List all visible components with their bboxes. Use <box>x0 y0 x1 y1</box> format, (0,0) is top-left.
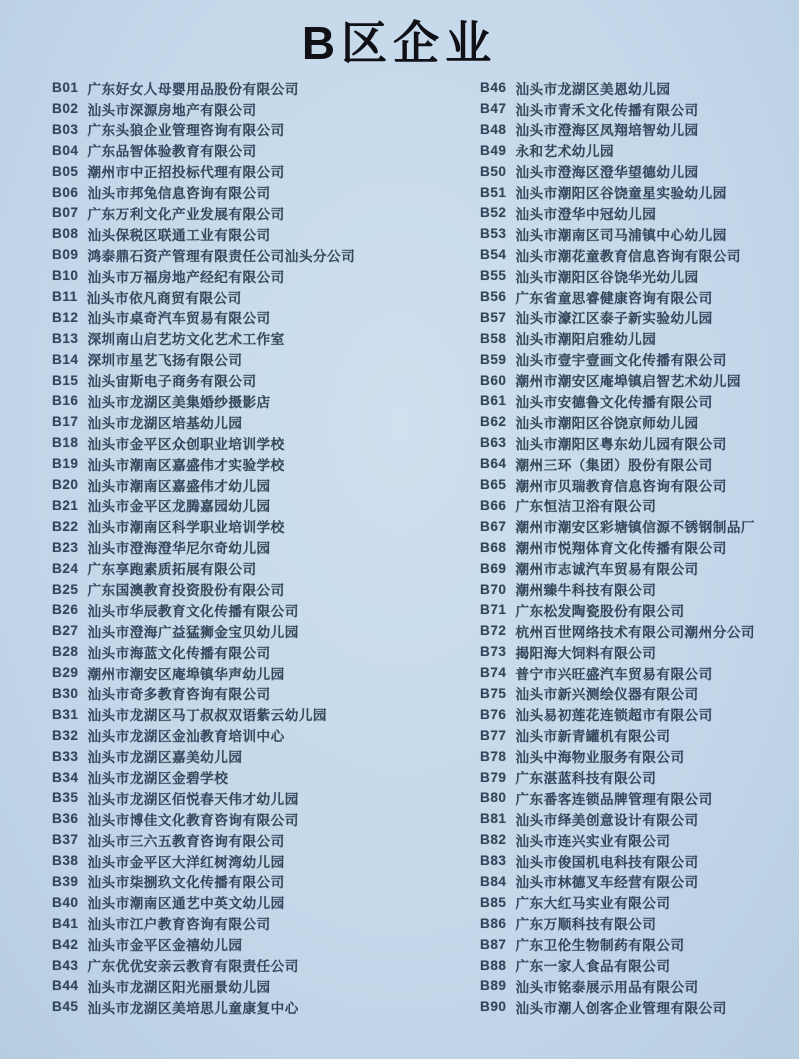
item-id: B06 <box>52 184 79 200</box>
item-id: B83 <box>480 853 507 869</box>
list-item <box>52 140 480 161</box>
item-id: B02 <box>52 101 79 117</box>
item-id: B53 <box>480 226 507 242</box>
item-id: B08 <box>52 226 79 242</box>
list-item <box>480 244 799 265</box>
item-name: 汕头市潮南区嘉盛伟才实验学校 <box>87 457 285 473</box>
item-name: 广东万利文化产业发展有限公司 <box>87 206 285 222</box>
list-item <box>480 829 799 850</box>
item-id: B37 <box>52 832 79 848</box>
list-item <box>52 829 480 850</box>
item-name: 汕头保税区联通工业有限公司 <box>87 227 271 243</box>
list-item <box>52 767 480 788</box>
item-id: B07 <box>52 205 79 221</box>
list-item <box>480 641 799 662</box>
item-id: B05 <box>52 163 79 179</box>
list-item <box>480 808 799 829</box>
list-item <box>480 599 799 620</box>
list-item <box>52 77 480 98</box>
list-item <box>480 787 799 808</box>
item-name: 汕头市青禾文化传播有限公司 <box>515 102 699 118</box>
item-name: 广东湛蓝科技有限公司 <box>515 771 657 787</box>
item-name: 汕头市潮南区司马浦镇中心幼儿园 <box>515 227 727 243</box>
list-item <box>52 203 480 224</box>
item-name: 汕头市依凡商贸有限公司 <box>86 290 242 306</box>
list-item <box>52 537 480 558</box>
item-id: B69 <box>480 560 507 576</box>
list-item <box>52 223 480 244</box>
item-id: B57 <box>480 309 507 325</box>
item-name: 揭阳海大饲料有限公司 <box>515 645 657 661</box>
item-id: B23 <box>52 539 79 555</box>
item-name: 广东一家人食品有限公司 <box>515 959 671 975</box>
item-name: 汕头市潮阳区谷饶童星实验幼儿园 <box>515 186 727 202</box>
list-item <box>480 725 799 746</box>
item-id: B10 <box>52 268 79 284</box>
item-name: 汕头市奇多教育咨询有限公司 <box>87 687 271 703</box>
list-item <box>52 704 480 725</box>
item-name: 广东享跑素质拓展有限公司 <box>87 562 257 578</box>
item-id: B50 <box>480 163 507 179</box>
item-name: 汕头市龙湖区美培思儿童康复中心 <box>87 1000 299 1016</box>
list-item <box>480 411 799 432</box>
item-name: 汕头市邦兔信息咨询有限公司 <box>87 186 271 202</box>
item-name: 汕头市万福房地产经纪有限公司 <box>87 269 285 285</box>
item-id: B42 <box>52 936 79 952</box>
item-id: B18 <box>52 435 79 451</box>
item-name: 汕头市龙湖区金汕教育培训中心 <box>87 729 285 745</box>
list-item <box>52 683 480 704</box>
item-id: B04 <box>52 142 79 158</box>
list-item <box>52 558 480 579</box>
item-name: 潮州市潮安区庵埠镇华声幼儿园 <box>87 666 285 682</box>
item-id: B19 <box>52 456 79 472</box>
item-name: 汕头市龙湖区美恩幼儿园 <box>515 81 671 97</box>
list-item <box>52 579 480 600</box>
item-id: B44 <box>52 978 79 994</box>
item-id: B66 <box>480 497 507 513</box>
item-id: B25 <box>52 581 79 597</box>
item-id: B47 <box>480 101 507 117</box>
list-item <box>480 432 799 453</box>
item-id: B56 <box>480 289 507 305</box>
item-name: 广东松发陶瓷股份有限公司 <box>515 603 685 619</box>
item-id: B38 <box>52 853 79 869</box>
item-name: 汕头市澄海澄华尼尔奇幼儿园 <box>87 541 271 557</box>
item-name: 汕头市新兴测绘仪器有限公司 <box>515 687 699 703</box>
item-name: 汕头市龙湖区嘉美幼儿园 <box>87 750 243 766</box>
item-name: 汕头市新青罐机有限公司 <box>515 729 671 745</box>
item-name: 汕头中海物业服务有限公司 <box>515 750 685 766</box>
item-id: B71 <box>480 602 507 618</box>
item-id: B40 <box>52 894 79 910</box>
item-name: 汕头市潮阳启雅幼儿园 <box>515 332 657 348</box>
item-id: B27 <box>52 623 79 639</box>
item-name: 汕头市金平区众创职业培训学校 <box>87 436 285 452</box>
list-item <box>52 349 480 370</box>
item-id: B73 <box>480 644 507 660</box>
item-id: B09 <box>52 247 79 263</box>
item-name: 汕头市澄海区凤翔培智幼儿园 <box>515 123 699 139</box>
item-name: 永和艺术幼儿园 <box>515 144 615 160</box>
item-name: 汕头市华辰教育文化传播有限公司 <box>87 603 299 619</box>
item-id: B78 <box>480 748 507 764</box>
item-name: 汕头市绎美创意设计有限公司 <box>515 812 699 828</box>
list-item <box>52 161 480 182</box>
item-name: 广东品智体验教育有限公司 <box>87 144 257 160</box>
item-id: B33 <box>52 748 79 764</box>
list-item <box>52 453 480 474</box>
list-item <box>480 203 799 224</box>
list-item <box>52 307 480 328</box>
list-item <box>480 537 799 558</box>
item-id: B72 <box>480 623 507 639</box>
list-item <box>52 746 480 767</box>
list-item <box>52 996 480 1017</box>
item-name: 汕头市柒捌玖文化传播有限公司 <box>87 875 285 891</box>
item-id: B22 <box>52 518 79 534</box>
list-item <box>52 98 480 119</box>
list-item <box>480 140 799 161</box>
list-item <box>480 579 799 600</box>
list-item <box>480 119 799 140</box>
item-id: B16 <box>52 393 79 409</box>
page-title: B区企业 <box>301 17 498 69</box>
item-name: 汕头市海蓝文化传播有限公司 <box>87 645 271 661</box>
list-item <box>52 265 480 286</box>
item-name: 广东万顺科技有限公司 <box>515 917 657 933</box>
item-id: B13 <box>52 330 79 346</box>
item-name: 汕头市潮阳区谷饶京师幼儿园 <box>515 415 699 431</box>
list-item <box>52 182 480 203</box>
item-id: B26 <box>52 602 79 618</box>
item-id: B88 <box>480 957 507 973</box>
item-name: 汕头市俊国机电科技有限公司 <box>515 854 699 870</box>
list-item <box>480 620 799 641</box>
item-name: 汕头市龙湖区美集婚纱摄影店 <box>87 394 271 410</box>
list-item <box>52 411 480 432</box>
list-item <box>480 746 799 767</box>
company-column-left <box>52 77 480 1017</box>
list-item <box>52 328 480 349</box>
company-column-right <box>480 77 799 1017</box>
item-name: 汕头市三六五教育咨询有限公司 <box>87 833 285 849</box>
list-item <box>480 349 799 370</box>
item-name: 汕头市安德鲁文化传播有限公司 <box>515 394 713 410</box>
item-name: 汕头宙斯电子商务有限公司 <box>87 374 257 390</box>
item-name: 潮州市志诚汽车贸易有限公司 <box>515 562 699 578</box>
item-name: 汕头易初莲花连锁超市有限公司 <box>515 708 713 724</box>
list-item <box>52 391 480 412</box>
list-item <box>52 934 480 955</box>
list-item <box>480 391 799 412</box>
item-name: 汕头市龙湖区佰悦春天伟才幼儿园 <box>87 791 299 807</box>
item-id: B87 <box>480 936 507 952</box>
item-name: 杭州百世网络技术有限公司潮州分公司 <box>515 624 756 640</box>
item-id: B52 <box>480 205 507 221</box>
list-item <box>52 808 480 829</box>
item-name: 汕头市铭泰展示用品有限公司 <box>515 979 699 995</box>
list-item <box>480 871 799 892</box>
list-item <box>52 662 480 683</box>
list-item <box>52 725 480 746</box>
list-item <box>480 558 799 579</box>
item-id: B68 <box>480 539 507 555</box>
item-id: B14 <box>52 351 79 367</box>
item-id: B03 <box>52 121 79 137</box>
item-id: B01 <box>52 80 79 96</box>
item-name: 汕头市龙湖区金碧学校 <box>87 771 229 787</box>
item-name: 汕头市连兴实业有限公司 <box>515 833 671 849</box>
item-id: B62 <box>480 414 507 430</box>
item-id: B55 <box>480 268 507 284</box>
list-item <box>480 704 799 725</box>
list-item <box>480 77 799 98</box>
item-id: B65 <box>480 477 507 493</box>
list-item <box>52 474 480 495</box>
item-name: 汕头市桌奇汽车贸易有限公司 <box>87 311 271 327</box>
item-id: B31 <box>52 706 79 722</box>
item-name: 汕头市潮南区嘉盛伟才幼儿园 <box>87 478 271 494</box>
list-item <box>52 119 480 140</box>
list-item <box>480 328 799 349</box>
item-name: 深圳南山启艺坊文化艺术工作室 <box>87 332 285 348</box>
item-id: B74 <box>480 665 507 681</box>
item-name: 汕头市潮南区通艺中英文幼儿园 <box>87 896 285 912</box>
item-name: 汕头市澄海广益猛狮金宝贝幼儿园 <box>87 624 299 640</box>
list-item <box>52 286 480 307</box>
item-id: B80 <box>480 790 507 806</box>
list-item <box>52 620 480 641</box>
item-id: B15 <box>52 372 79 388</box>
item-id: B75 <box>480 685 507 701</box>
list-item <box>480 975 799 996</box>
item-name: 汕头市博佳文化教育咨询有限公司 <box>87 812 299 828</box>
item-id: B85 <box>480 894 507 910</box>
list-item <box>480 913 799 934</box>
item-name: 深圳市星艺飞扬有限公司 <box>87 353 243 369</box>
list-item <box>52 787 480 808</box>
list-item <box>52 244 480 265</box>
item-name: 汕头市潮阳区谷饶华光幼儿园 <box>515 269 699 285</box>
list-item <box>480 955 799 976</box>
item-id: B51 <box>480 184 507 200</box>
item-name: 汕头市林德叉车经营有限公司 <box>515 875 699 891</box>
item-id: B48 <box>480 121 507 137</box>
item-name: 汕头市龙湖区马丁叔叔双语紫云幼儿园 <box>87 708 328 724</box>
list-item <box>52 955 480 976</box>
list-item <box>52 516 480 537</box>
item-name: 广东大红马实业有限公司 <box>515 896 671 912</box>
list-item <box>480 286 799 307</box>
item-name: 汕头市潮人创客企业管理有限公司 <box>515 1000 727 1016</box>
item-name: 潮州臻牛科技有限公司 <box>515 583 657 598</box>
item-id: B28 <box>52 644 79 660</box>
item-id: B30 <box>52 685 79 701</box>
item-name: 广东国澳教育投资股份有限公司 <box>87 583 285 598</box>
list-item <box>480 850 799 871</box>
item-name: 汕头市壹宇壹画文化传播有限公司 <box>515 353 727 369</box>
item-id: B41 <box>52 915 79 931</box>
item-name: 潮州三环（集团）股份有限公司 <box>515 457 713 473</box>
list-item <box>52 850 480 871</box>
item-id: B21 <box>52 497 79 513</box>
item-name: 潮州市贝瑞教育信息咨询有限公司 <box>515 478 727 494</box>
item-id: B54 <box>480 247 507 263</box>
item-name: 广东省童思睿健康咨询有限公司 <box>515 290 713 306</box>
item-name: 广东卫伦生物制药有限公司 <box>515 938 685 954</box>
list-item <box>52 599 480 620</box>
item-id: B20 <box>52 477 79 493</box>
item-id: B90 <box>480 999 507 1015</box>
item-id: B64 <box>480 456 507 472</box>
item-name: 汕头市金平区大洋红树湾幼儿园 <box>87 854 285 870</box>
item-id: B59 <box>480 351 507 367</box>
item-name: 潮州市潮安区庵埠镇启智艺术幼儿园 <box>515 374 741 390</box>
item-id: B60 <box>480 372 507 388</box>
list-item <box>480 453 799 474</box>
list-item <box>480 495 799 516</box>
item-name: 广东头狼企业管理咨询有限公司 <box>87 123 285 139</box>
item-name: 潮州市潮安区彩塘镇信源不锈钢制品厂 <box>515 520 756 536</box>
item-id: B58 <box>480 330 507 346</box>
list-item <box>480 662 799 683</box>
item-name: 汕头市深源房地产有限公司 <box>87 102 257 118</box>
item-id: B29 <box>52 665 79 681</box>
item-id: B49 <box>480 142 507 158</box>
list-item <box>480 161 799 182</box>
item-id: B46 <box>480 80 507 96</box>
list-item <box>480 683 799 704</box>
item-id: B84 <box>480 873 507 889</box>
list-item <box>480 265 799 286</box>
list-item <box>480 516 799 537</box>
list-item <box>480 996 799 1017</box>
item-id: B63 <box>480 435 507 451</box>
item-id: B81 <box>480 811 507 827</box>
item-id: B12 <box>52 309 79 325</box>
item-id: B67 <box>480 518 507 534</box>
list-item <box>52 975 480 996</box>
item-name: 汕头市潮阳区粤东幼儿园有限公司 <box>515 436 727 452</box>
item-id: B89 <box>480 978 507 994</box>
item-id: B77 <box>480 727 507 743</box>
item-name: 汕头市潮南区科学职业培训学校 <box>87 520 285 536</box>
item-id: B24 <box>52 560 79 576</box>
list-item <box>480 767 799 788</box>
company-list <box>0 71 799 1017</box>
item-id: B11 <box>52 289 78 305</box>
item-id: B34 <box>52 769 79 785</box>
item-name: 广东优优安亲云教育有限责任公司 <box>87 959 299 975</box>
item-name: 汕头市龙湖区培基幼儿园 <box>87 415 243 431</box>
list-item <box>480 223 799 244</box>
item-id: B82 <box>480 832 507 848</box>
item-id: B43 <box>52 957 79 973</box>
list-item <box>52 641 480 662</box>
item-name: 广东番客连锁品牌管理有限公司 <box>515 791 713 807</box>
item-name: 汕头市澄华中冠幼儿园 <box>515 206 657 222</box>
item-name: 汕头市金平区龙腾嘉园幼儿园 <box>87 499 271 515</box>
item-name: 汕头市潮花童教育信息咨询有限公司 <box>515 248 741 264</box>
list-item <box>480 370 799 391</box>
item-name: 潮州市悦翔体育文化传播有限公司 <box>515 541 727 557</box>
list-item <box>480 934 799 955</box>
item-name: 汕头市金平区金禧幼儿园 <box>87 938 243 954</box>
item-id: B70 <box>480 581 507 597</box>
list-item <box>480 182 799 203</box>
list-item <box>52 871 480 892</box>
item-id: B35 <box>52 790 79 806</box>
item-name: 汕头市龙湖区阳光丽景幼儿园 <box>87 979 271 995</box>
list-item <box>480 307 799 328</box>
list-item <box>52 913 480 934</box>
list-item <box>52 892 480 913</box>
item-id: B45 <box>52 999 79 1015</box>
item-id: B86 <box>480 915 507 931</box>
item-id: B76 <box>480 706 507 722</box>
item-name: 广东好女人母婴用品股份有限公司 <box>87 81 299 97</box>
list-item <box>480 98 799 119</box>
item-id: B79 <box>480 769 507 785</box>
list-item <box>480 474 799 495</box>
item-id: B61 <box>480 393 507 409</box>
item-name: 汕头市濠江区泰子新实验幼儿园 <box>515 311 713 327</box>
item-name: 广东恒洁卫浴有限公司 <box>515 499 657 515</box>
list-item <box>52 432 480 453</box>
item-id: B17 <box>52 414 79 430</box>
item-id: B36 <box>52 811 79 827</box>
item-name: 鸿泰鼎石资产管理有限责任公司汕头分公司 <box>87 248 356 264</box>
item-name: 汕头市江户教育咨询有限公司 <box>87 917 271 933</box>
list-item <box>480 892 799 913</box>
item-name: 普宁市兴旺盛汽车贸易有限公司 <box>515 666 713 682</box>
item-id: B39 <box>52 873 79 889</box>
list-item <box>52 495 480 516</box>
item-name: 汕头市澄海区澄华望德幼儿园 <box>515 165 699 181</box>
item-name: 潮州市中正招投标代理有限公司 <box>87 165 285 181</box>
item-id: B32 <box>52 727 79 743</box>
list-item <box>52 370 480 391</box>
